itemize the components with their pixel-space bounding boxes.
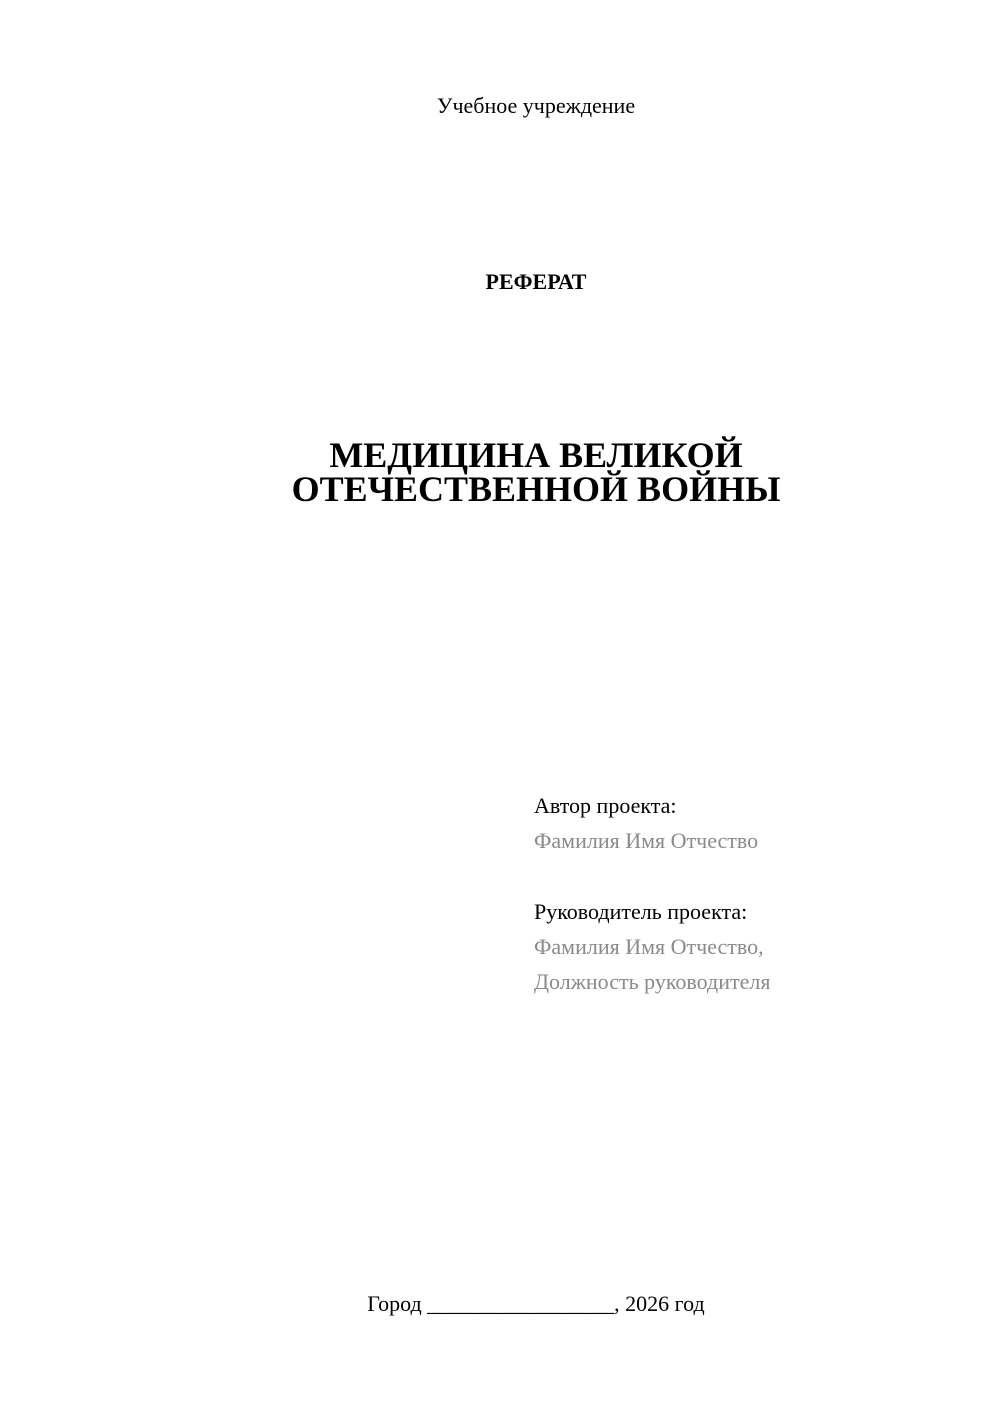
institution-name: Учебное учреждение — [436, 93, 636, 118]
document-type: РЕФЕРАТ — [485, 269, 587, 294]
author-name: Фамилия Имя Отчество — [534, 828, 759, 853]
author-label: Автор проекта: — [534, 793, 677, 818]
signature-block — [534, 788, 974, 999]
document-title — [0, 435, 1000, 509]
city-year-line: Город _________________, 2026 год — [367, 1291, 705, 1316]
supervisor-name: Фамилия Имя Отчество, — [534, 934, 764, 959]
signature-spacer — [534, 858, 974, 894]
document-title-line-2: ОТЕЧЕСТВЕННОЙ ВОЙНЫ — [291, 469, 781, 509]
supervisor-label: Руководитель проекта: — [534, 899, 748, 924]
document-title-line-1: МЕДИЦИНА ВЕЛИКОЙ — [329, 435, 743, 475]
supervisor-position: Должность руководителя — [534, 969, 771, 994]
